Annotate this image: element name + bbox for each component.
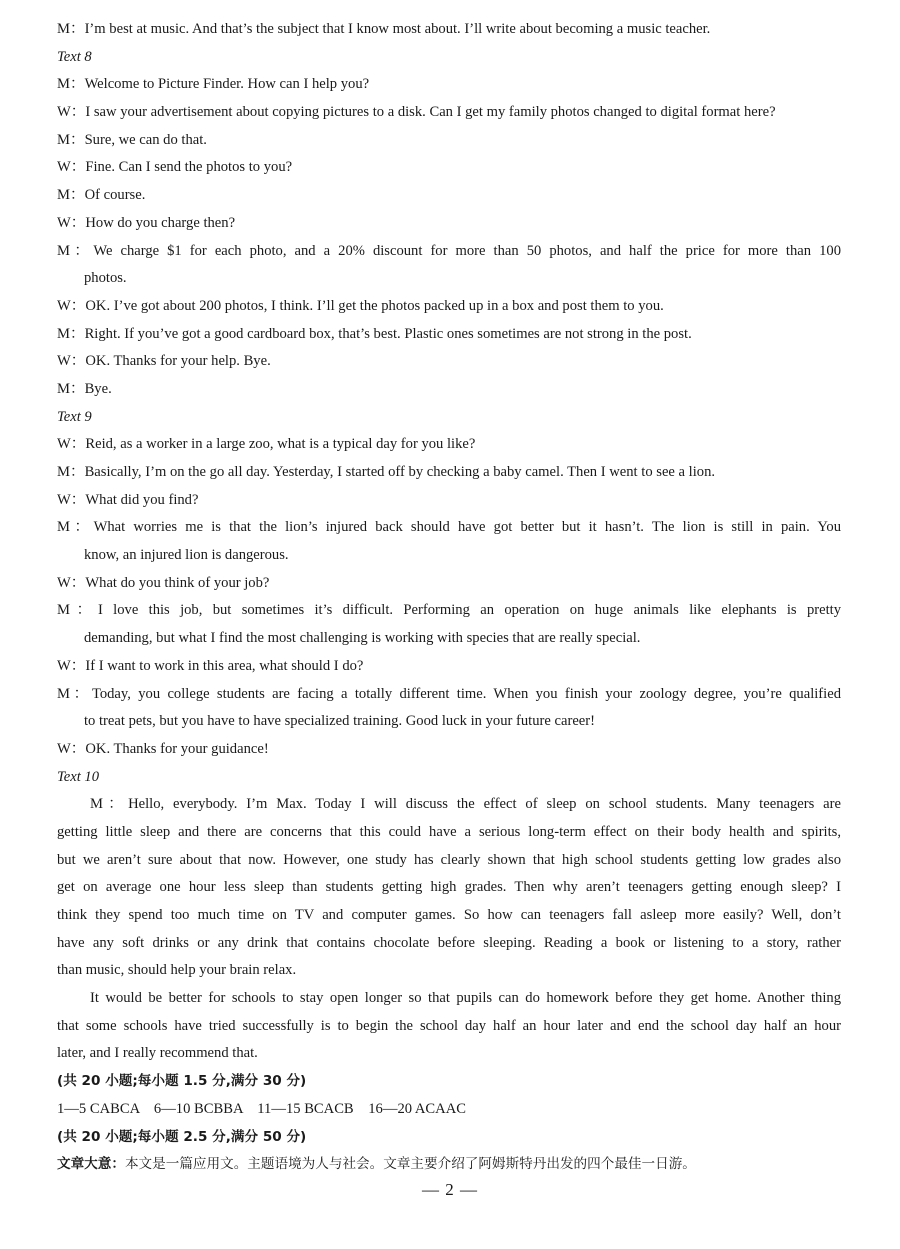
text-line: W：How do you charge then?	[57, 214, 236, 231]
section-label: Text 10	[57, 768, 100, 785]
paragraph-first-line: M：Hello, everybody. I’m Max. Today I will discuss the effect of sleep on school students. Many teenagers are	[90, 796, 841, 813]
text-line: getting little sleep and there are concerns that this could have a serious long-term effect on their body health and spirits,	[57, 823, 841, 840]
text-line: M：Of course.	[57, 187, 146, 204]
section-heading: (共 20 小题;每小题 2.5 分,满分 50 分)	[57, 1128, 307, 1145]
text-line: M：We charge $1 for each photo, and a 20% discount for more than 50 photos, and half the price for more than 100	[57, 242, 841, 259]
text-line: that some schools have tried successfully is to begin the school day half an hour later and end the school day half an hour	[57, 1017, 841, 1034]
section-label: Text 8	[57, 48, 92, 65]
text-line-continued: to treat pets, but you have to have specialized training. Good luck in your future career!	[84, 713, 596, 730]
text-line: M：Sure, we can do that.	[57, 131, 207, 148]
text-line: W：Reid, as a worker in a large zoo, what is a typical day for you like?	[57, 436, 476, 453]
text-line: have any soft drinks or any drink that contains chocolate before sleeping. Reading a book or listening to a story, rather	[57, 934, 841, 951]
text-line: 1—5 CABCA 6—10 BCBBA 11—15 BCACB 16—20 ACAAC	[57, 1100, 466, 1117]
text-line: W：What did you find?	[57, 491, 199, 508]
page-number: — 2 —	[422, 1180, 478, 1199]
text-line: M：Today, you college students are facing a totally different time. When you finish your zoology degree, you’re qualified	[57, 685, 841, 702]
text-line: M：I’m best at music. And that’s the subject that I know most about. I’ll write about becoming a music teacher.	[57, 21, 711, 37]
document-body	[57, 16, 841, 1179]
text-line: later, and I really recommend that.	[57, 1045, 258, 1062]
text-line: M：I love this job, but sometimes it’s difficult. Performing an operation on huge animals like elephants is pretty	[57, 602, 841, 619]
text-line: M：What worries me is that the lion’s injured back should have got better but it hasn’t. The lion is still in pain. You	[57, 519, 841, 536]
text-line: than music, should help your brain relax.	[57, 962, 297, 979]
text-line: W：If I want to work in this area, what should I do?	[57, 657, 364, 674]
text-line: W：OK. Thanks for your guidance!	[57, 740, 269, 757]
section-heading: (共 20 小题;每小题 1.5 分,满分 30 分)	[57, 1073, 307, 1090]
paragraph-first-line: It would be better for schools to stay open longer so that pupils can do homework before they get home. Another thing	[90, 990, 841, 1007]
summary-line	[57, 1151, 841, 1179]
text-line: get on average one hour less sleep than students getting high grades. Then why aren’t teenagers getting enough sleep? I	[57, 879, 841, 896]
text-line: M：Welcome to Picture Finder. How can I help you?	[57, 76, 370, 93]
text-line: M：Right. If you’ve got a good cardboard box, that’s best. Plastic ones sometimes are not strong in the post.	[57, 325, 692, 342]
summary-text: 本文是一篇应用文。主题语境为人与社会。文章主要介绍了阿姆斯特丹出发的四个最佳一日游。	[124, 1156, 696, 1173]
text-line: but we aren’t sure about that now. However, one study has clearly shown that high school students getting low grades also	[57, 851, 841, 868]
text-line: W：What do you think of your job?	[57, 574, 270, 591]
text-line: M：Basically, I’m on the go all day. Yesterday, I started off by checking a baby camel. Then I went to see a lion.	[57, 464, 716, 480]
text-line-continued: demanding, but what I find the most challenging is working with species that are really special.	[84, 630, 641, 647]
text-line-continued: know, an injured lion is dangerous.	[84, 547, 289, 564]
section-label: Text 9	[57, 408, 92, 425]
text-line: W：OK. Thanks for your help. Bye.	[57, 353, 271, 370]
text-line-continued: photos.	[84, 270, 127, 287]
text-line: M：Bye.	[57, 380, 112, 397]
text-line: W：I saw your advertisement about copying pictures to a disk. Can I get my family photos changed to digital format here?	[57, 104, 776, 121]
summary-label: 文章大意：	[57, 1156, 125, 1173]
text-line: W：Fine. Can I send the photos to you?	[57, 159, 293, 176]
text-line: W：OK. I’ve got about 200 photos, I think. I’ll get the photos packed up in a box and post them to you.	[57, 297, 664, 314]
text-line: think they spend too much time on TV and computer games. So how can teenagers fall asleep more easily? Well, don’t	[57, 907, 841, 923]
